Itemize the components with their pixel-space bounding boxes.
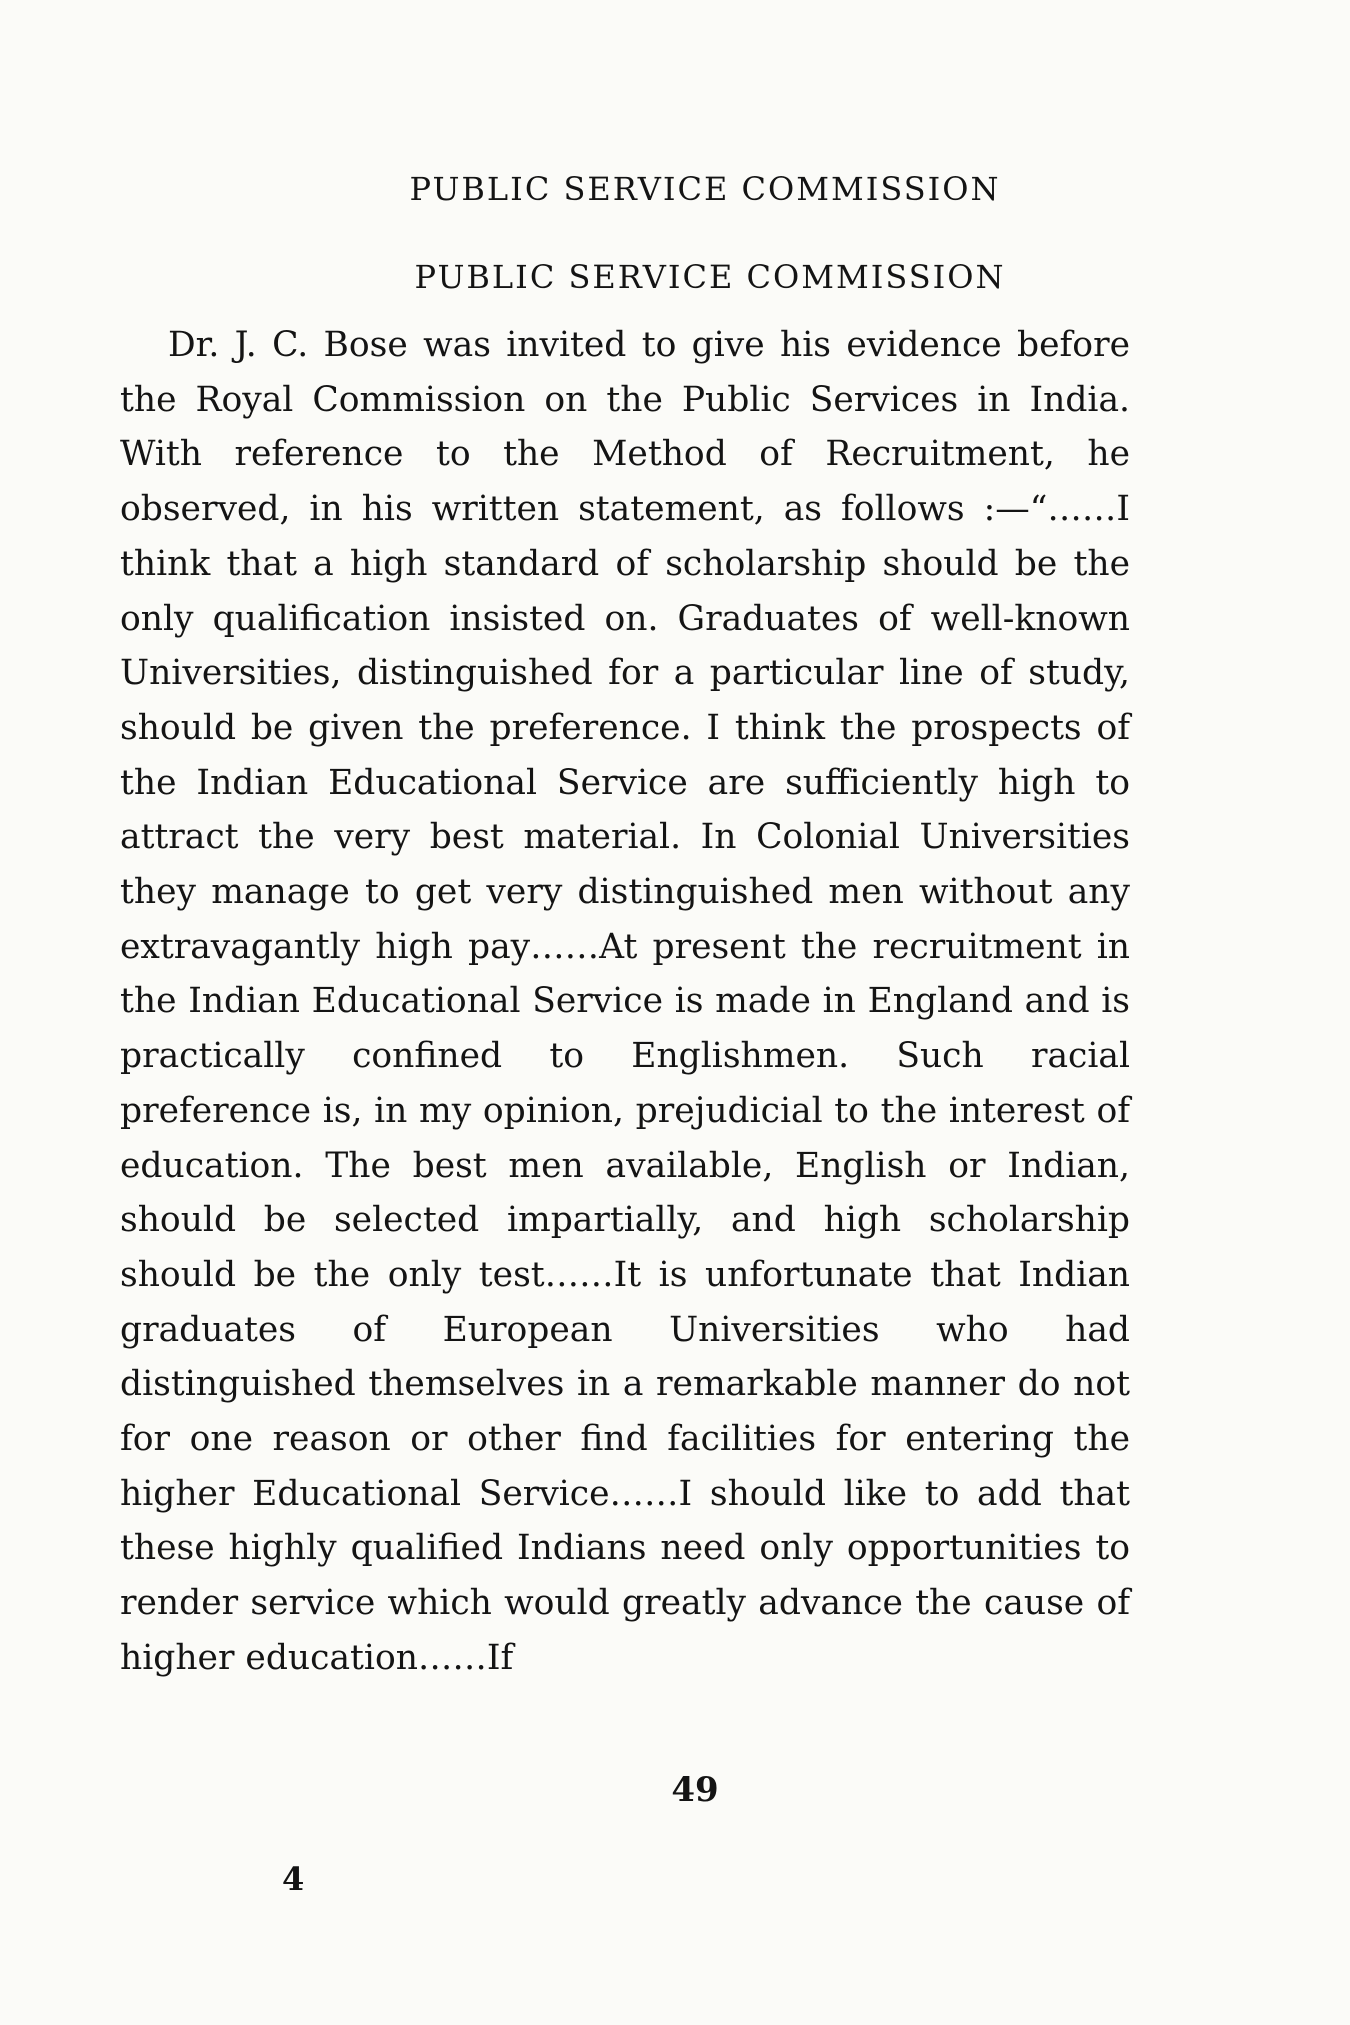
signature-mark: 4 <box>282 1860 305 1898</box>
page-number: 49 <box>671 1770 719 1810</box>
body-paragraph: Dr. J. C. Bose was invited to give his evidence before the Royal Commission on the Public Services in India. With reference to the Method of Recruitment, he observed, in his written statement, as follows :—“……I think that a high standard of scholarship should be the only qualification insisted on. Graduates of well-known Universities, distinguished for a particular line of study, should be given the preference. I think the prospects of the Indian Educational Service are sufficiently high to attract the very best material. In Colonial Universities they manage to get very distinguished men without any extravagantly high pay……At present the recruitment in the Indian Educational Service is made in England and is practically confined to Englishmen. Such racial preference is, in my opinion, prejudicial to the interest of education. The best men available, English or Indian, should be selected impartially, and high scholarship should be the only test……It is unfortunate that Indian graduates of European Universities who had distinguished themselves in a remarkable manner do not for one reason or other find facilities for entering the higher Educational Service……I should like to add that these highly qualified Indians need only opportunities to render service which would greatly advance the cause of higher education……If <box>120 325 1130 1678</box>
body-text <box>120 318 1130 1686</box>
section-title: PUBLIC SERVICE COMMISSION <box>414 258 1006 296</box>
running-head: PUBLIC SERVICE COMMISSION <box>409 170 1001 208</box>
